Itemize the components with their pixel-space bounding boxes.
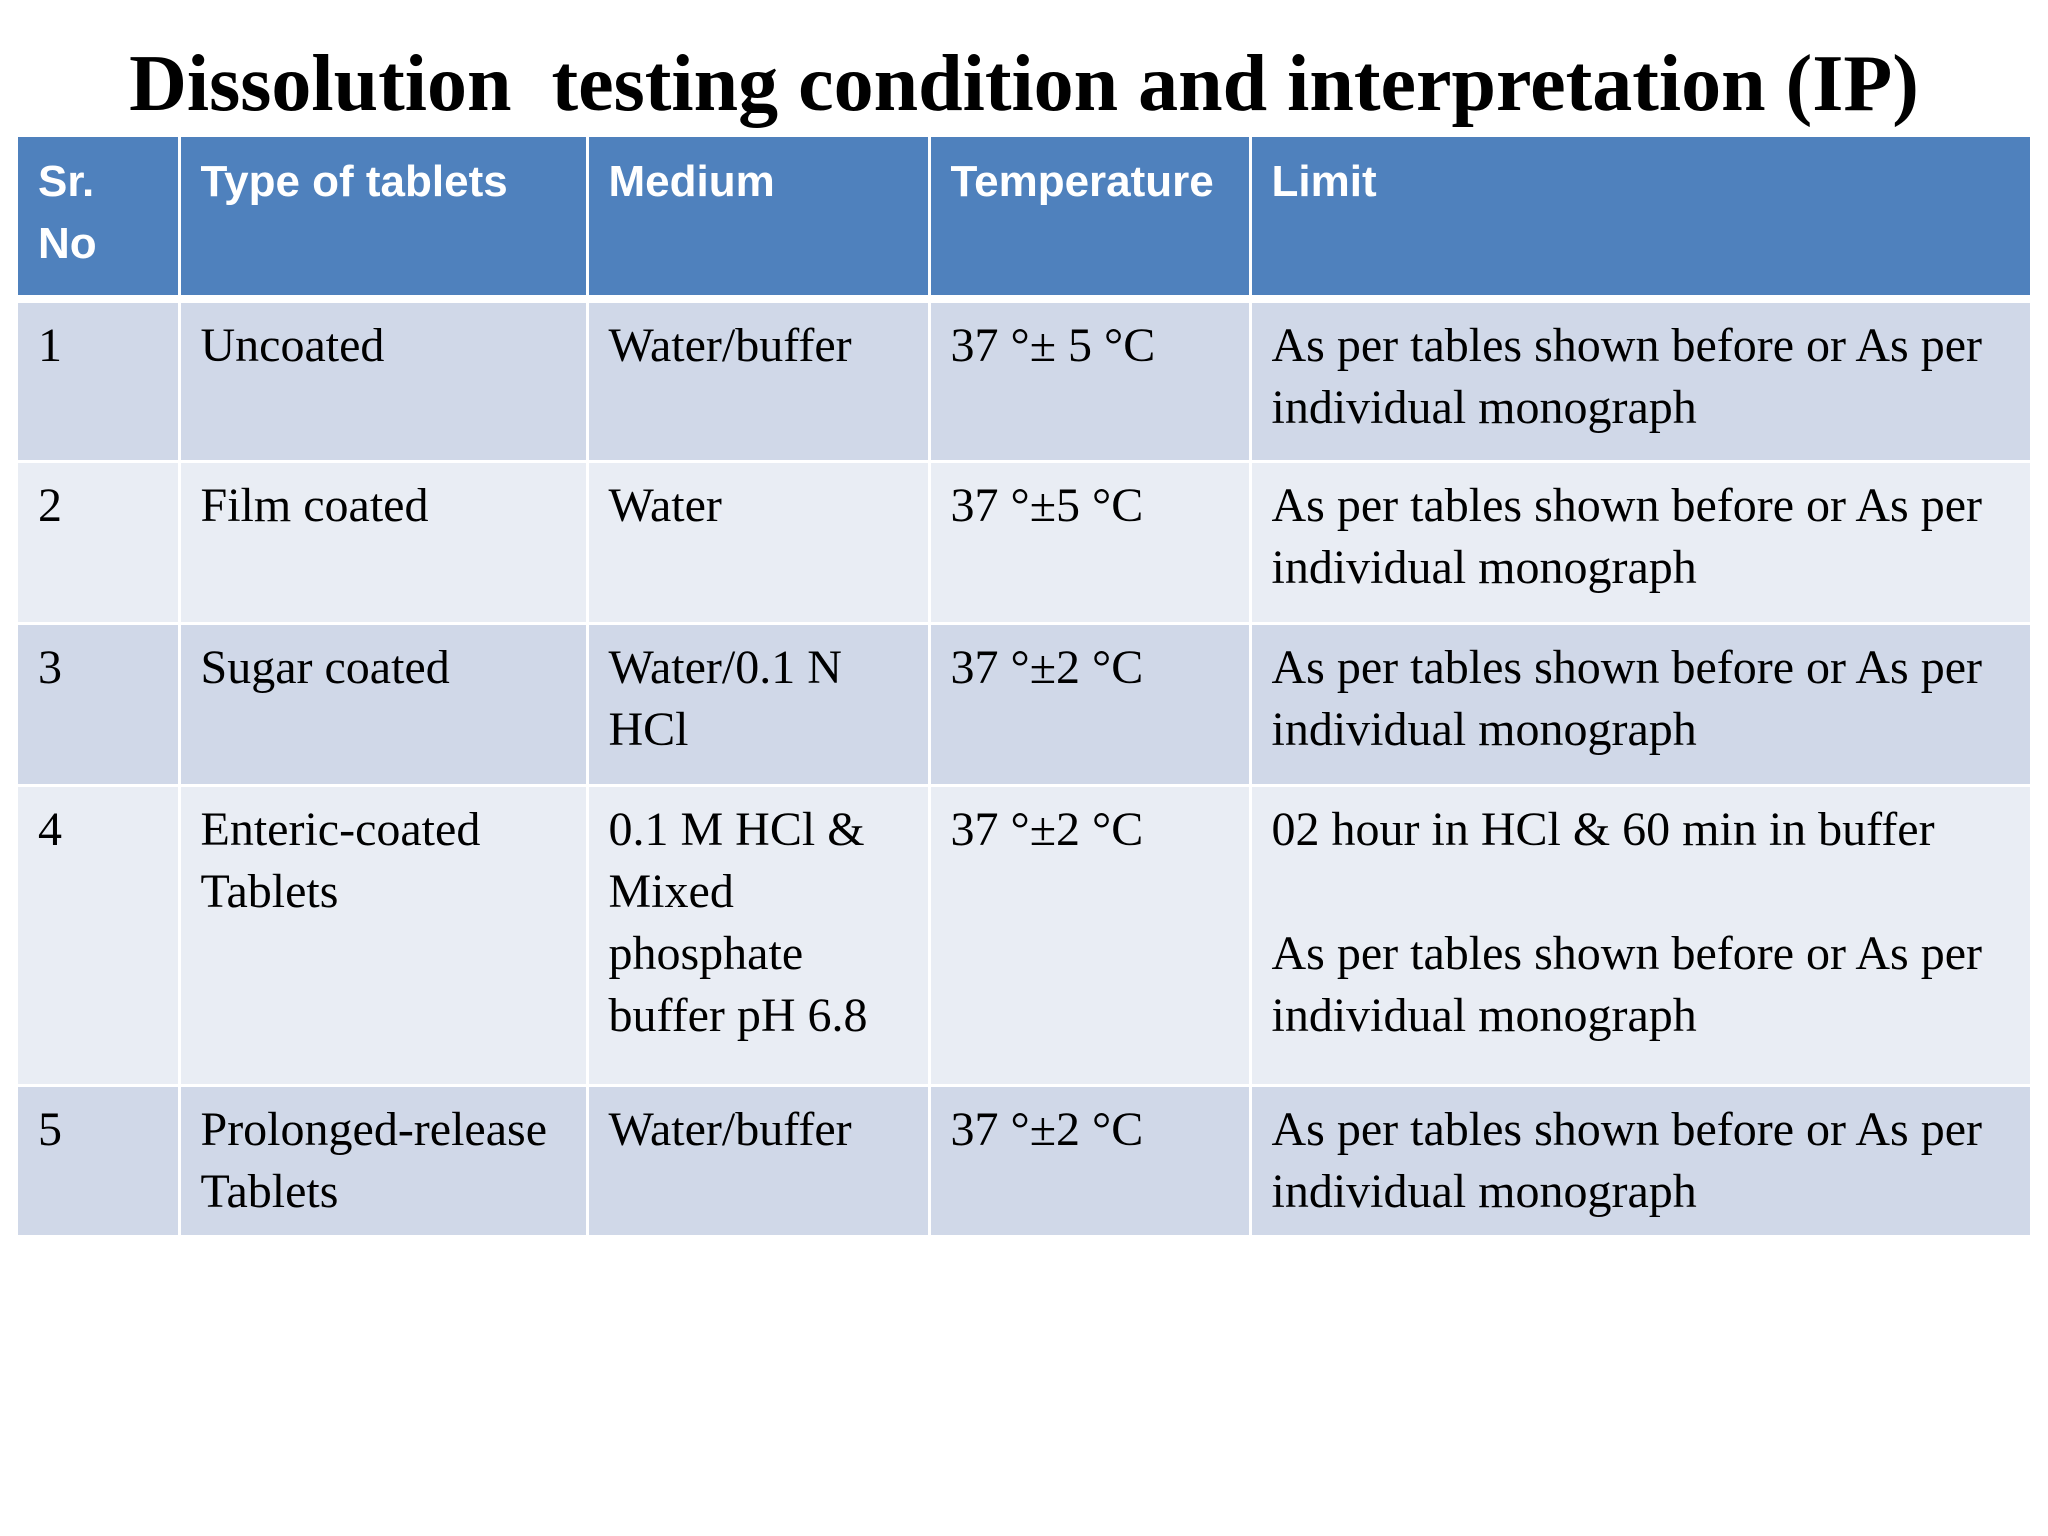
cell-type: Prolonged-release Tablets: [179, 1085, 587, 1235]
cell-sr-no: 4: [18, 785, 179, 1085]
cell-limit: As per tables shown before or As per individual monograph: [1250, 461, 2030, 623]
cell-type: Uncoated: [179, 299, 587, 461]
table-row: [18, 461, 2030, 623]
table-header-row: [18, 137, 2030, 299]
header-temperature: Temperature: [929, 137, 1250, 299]
cell-temperature: 37 °±2 °C: [929, 785, 1250, 1085]
cell-medium: Water/buffer: [587, 299, 929, 461]
cell-temperature: 37 °± 5 °C: [929, 299, 1250, 461]
cell-limit-line-2: As per tables shown before or As per individual monograph: [1271, 926, 1982, 1042]
cell-limit-spacer: [1272, 861, 2013, 923]
table-row: [18, 299, 2030, 461]
cell-type: Enteric-coated Tablets: [179, 785, 587, 1085]
cell-limit: As per tables shown before or As per individual monograph: [1250, 623, 2030, 785]
cell-limit: [1250, 785, 2030, 1085]
slide-title: Dissolution testing condition and interpretation (IP): [129, 40, 1919, 128]
header-limit: Limit: [1250, 137, 2030, 299]
cell-sr-no: 3: [18, 623, 179, 785]
table-row: [18, 1085, 2030, 1235]
cell-temperature: 37 °±2 °C: [929, 1085, 1250, 1235]
cell-sr-no: 2: [18, 461, 179, 623]
cell-limit: As per tables shown before or As per individual monograph: [1250, 1085, 2030, 1235]
cell-type: Film coated: [179, 461, 587, 623]
cell-medium: Water/buffer: [587, 1085, 929, 1235]
cell-medium: Water: [587, 461, 929, 623]
cell-limit: As per tables shown before or As per individual monograph: [1250, 299, 2030, 461]
cell-sr-no: 5: [18, 1085, 179, 1235]
table-row: [18, 785, 2030, 1085]
cell-temperature: 37 °±2 °C: [929, 623, 1250, 785]
cell-temperature: 37 °±5 °C: [929, 461, 1250, 623]
table-row: [18, 623, 2030, 785]
header-type-of-tablets: Type of tablets: [179, 137, 587, 299]
cell-limit-line-1: 02 hour in HCl & 60 min in buffer: [1271, 802, 1935, 856]
cell-type: Sugar coated: [179, 623, 587, 785]
cell-medium: Water/0.1 N HCl: [587, 623, 929, 785]
header-sr-no: Sr. No: [18, 137, 179, 299]
dissolution-table: [18, 137, 2030, 1235]
cell-medium: 0.1 M HCl & Mixed phosphate buffer pH 6.8: [587, 785, 929, 1085]
header-medium: Medium: [587, 137, 929, 299]
cell-sr-no: 1: [18, 299, 179, 461]
